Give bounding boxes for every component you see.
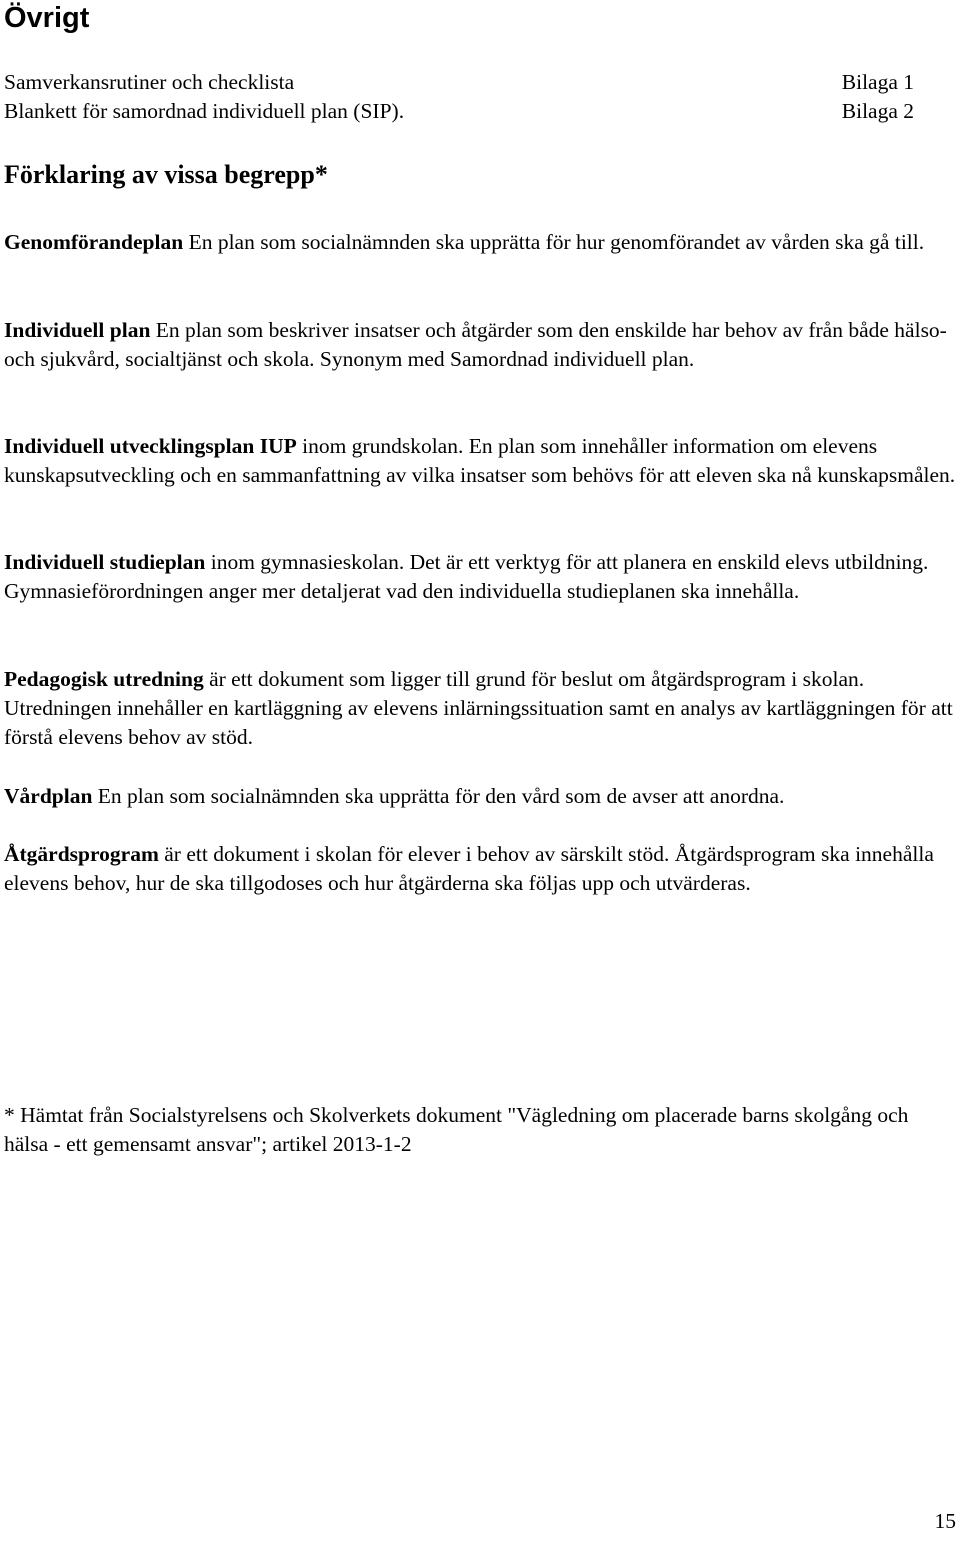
term-name: Individuell plan: [4, 318, 151, 342]
term-text: är ett dokument som ligger till grund för beslut om åtgärdsprogram i skolan. Utredningen innehåller en kartläggning av elevens inlärningssituation samt en analys av kartläggningen för att förstå elevens behov av stöd.: [4, 667, 953, 749]
footnote: * Hämtat från Socialstyrelsens och Skolverkets dokument "Vägledning om placerade barns skolgång och hälsa - ett gemensamt ansvar"; artikel 2013-1-2: [4, 1103, 909, 1156]
term-name: Pedagogisk utredning: [4, 667, 204, 691]
attachment-ref: Bilaga 1: [841, 70, 914, 94]
page-heading: Övrigt: [4, 2, 90, 34]
term-definition: [4, 316, 960, 374]
term-definition: [4, 840, 960, 898]
term-definition: [4, 665, 960, 752]
attachment-row: [4, 97, 914, 126]
term-text: är ett dokument i skolan för elever i behov av särskilt stöd. Åtgärdsprogram ska innehålla elevens behov, hur de ska tillgodoses och hur åtgärderna ska följas upp och utvärderas.: [4, 842, 934, 895]
term-name: Åtgärdsprogram: [4, 842, 159, 866]
term-definition: [4, 228, 960, 257]
term-definition: [4, 782, 960, 811]
term-name: Individuell utvecklingsplan IUP: [4, 434, 297, 458]
attachment-label: Samverkansrutiner och checklista: [4, 70, 295, 94]
attachment-ref: Bilaga 2: [841, 99, 914, 123]
term-definition: [4, 432, 960, 490]
attachment-label: Blankett för samordnad individuell plan (SIP).: [4, 99, 405, 123]
term-name: Genomförandeplan: [4, 230, 184, 254]
section-title: Förklaring av vissa begrepp*: [4, 160, 328, 189]
term-text: En plan som socialnämnden ska upprätta för hur genomförandet av vården ska gå till.: [183, 230, 925, 254]
term-name: Vårdplan: [4, 784, 93, 808]
term-name: Individuell studieplan: [4, 550, 206, 574]
page-number: 15: [934, 1509, 956, 1533]
term-text: inom grundskolan. En plan som innehåller information om elevens kunskapsutveckling och en sammanfattning av vilka insatser som behövs för att eleven ska nå kunskapsmålen.: [4, 434, 956, 487]
term-text: En plan som beskriver insatser och åtgärder som den enskilde har behov av från både hälso- och sjukvård, socialtjänst och skola. Synonym med Samordnad individuell plan.: [4, 318, 947, 371]
term-definition: [4, 548, 960, 606]
attachment-row: [4, 68, 914, 97]
term-text: inom gymnasieskolan. Det är ett verktyg för att planera en enskild elevs utbildning. Gymnasieförordningen anger mer detaljerat vad den individuella studieplanen ska innehålla.: [4, 550, 929, 603]
term-text: En plan som socialnämnden ska upprätta för den vård som de avser att anordna.: [92, 784, 785, 808]
